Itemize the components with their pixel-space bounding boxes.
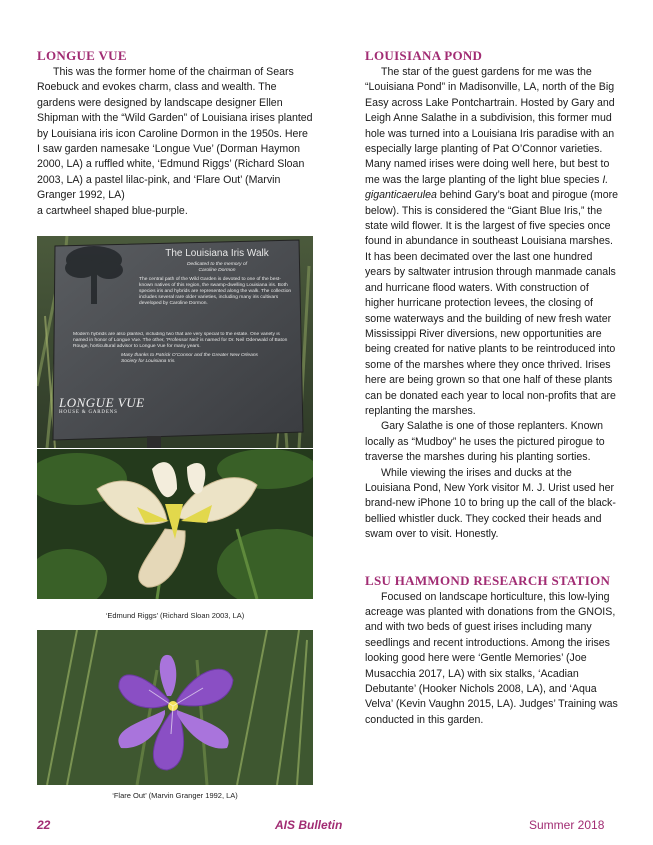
longue-vue-paragraph: This was the former home of the chairman of Sears Roebuck and evokes charm, class and wealth. The gardens were designed by landscape designer Ellen Shipman with the “Wild Garden” of Louisiana irises planted by Louisiana iris icon Caroline Dormon in the 1950s. Here I saw garden namesake ‘Longue Vue’ (Dorman Haymon 2000, LA) a ruffled white, ‘Edmund Riggs’ (Richard Sloan 2003, LA) a pastel lilac-pink, and ‘Flare Out’ (Marvin Granger 1992, LA): [37, 66, 313, 202]
section-heading-louisiana-pond: LOUISIANA POND: [365, 48, 483, 63]
sign-title: The Louisiana Iris Walk: [165, 248, 269, 259]
issue-season: Summer 2018: [529, 818, 605, 832]
section-heading-longue-vue: LONGUE VUE: [37, 48, 127, 63]
sign-logo-sub: HOUSE & GARDENS: [59, 410, 118, 415]
sign-photo-svg: [37, 236, 313, 448]
lsu-hammond-paragraph: Focused on landscape horticulture, this low-lying acreage was planted with donations from the GNOIS, and with two beds of guest irises including many seedlings and recent introductions. Among the irises looking good here were ‘Gentle Memories’ (Joe Musacchia 2017, LA) with six stalks, ‘Acadian Debutante’ (Hooker Nichols 2008, LA), and ‘Aqua Velva’ (Kevin Vaughn 2015, LA). Judges’ Training was conducted in this garden.: [365, 590, 618, 726]
edmund-riggs-svg: [37, 449, 313, 599]
left-column: [37, 48, 313, 219]
flare-out-svg: [37, 630, 313, 785]
sign-dedication-name: Caroline Dormon: [198, 268, 236, 273]
louisiana-pond-paragraph-3: While viewing the irises and ducks at the Louisiana Pond, New York visitor M. J. Urist used her brand-new iPhone 10 to bring up the call of the black-bellied whistler duck. They cocked their heads and swam over to visit. Honestly.: [365, 466, 616, 541]
caption-edmund-riggs: ‘Edmund Riggs’ (Richard Sloan 2003, LA): [105, 611, 245, 620]
right-column: [365, 48, 620, 728]
section-gap: [365, 543, 620, 573]
louisiana-pond-paragraph-1: [365, 65, 620, 419]
p1-before-text: The star of the guest gardens for me was the “Louisiana Pond” in Madisonville, LA, north of the Big Easy across Lake Pontchartrain. Hosted by Gary and Leigh Anne Salathe in a subdivision, this former mud hole was turned into a Louisiana Iris paradise with an especially large planting of Pat O’Connor varieties. Many named irises were doing well here, but best to me was the large planting of the light blue species: [365, 66, 615, 186]
sign-thanks: Many thanks to Patrick O’Connor and the Greater New Orleans Society for Louisiana Iris.: [121, 353, 258, 364]
longue-vue-paragraph-end: a cartwheel shaped blue-purple.: [37, 204, 188, 217]
species-name: I. giganticaerulea: [365, 173, 609, 202]
sign-body-1: The central path of the Wild Garden is devoted to one of the best-known natives of this region, the swamp-dwelling Louisiana iris. Both species iris and hybrids are represented along the walk. The collection includes several rare older varieties, including many iris cultivars developed by Caroline Dormon.: [139, 277, 292, 306]
sign-logo: LONGUE VUE: [59, 396, 145, 410]
sign-dedication: Dedicated to the memory of: [186, 262, 248, 267]
caption-flare-out: ‘Flare Out’ (Marvin Granger 1992, LA): [112, 791, 238, 800]
sign-body-2: Modern hybrids are also planted, including two that are very special to the estate. One variety is named in honor of Longue Vue. The other, ‘Professor Neil’ is named for Dr. Neil Odenwald of Baton Rouge, horticultural advisor to Longue Vue for many years.: [73, 332, 288, 349]
sign-photo: [37, 236, 313, 448]
magazine-title: AIS Bulletin: [275, 818, 343, 832]
edmund-riggs-photo-frame: [37, 449, 313, 599]
page-number: 22: [37, 818, 51, 832]
flare-out-photo: [37, 630, 313, 785]
p1-after-text: behind Gary’s boat and pirogue (more below). This is considered the “Giant Blue Iris,” the state wild flower. It is the largest of five species once found in abundance in southeast Louisiana marshes. It has been decimated over the last one hundred years by saltwater intrusion through manmade canals and hurricane flood waters. With construction of higher hurricane protection levees, the closing of some waterways and the building of new fresh water Mississippi River diversions, new opportunities are being created for native plants to be reintroduced into some of the marshes where they once thrived. Irises here are being grown so that one half of these plants can be donated each year to local non-profits that are replanting the marshes.: [365, 189, 619, 417]
section-heading-lsu-hammond: LSU HAMMOND RESEARCH STATION: [365, 572, 611, 588]
louisiana-pond-paragraph-2: Gary Salathe is one of those replanters. Known locally as “Mudboy” he uses the pictured pirogue to traverse the marshes during his planting sorties.: [365, 420, 605, 464]
